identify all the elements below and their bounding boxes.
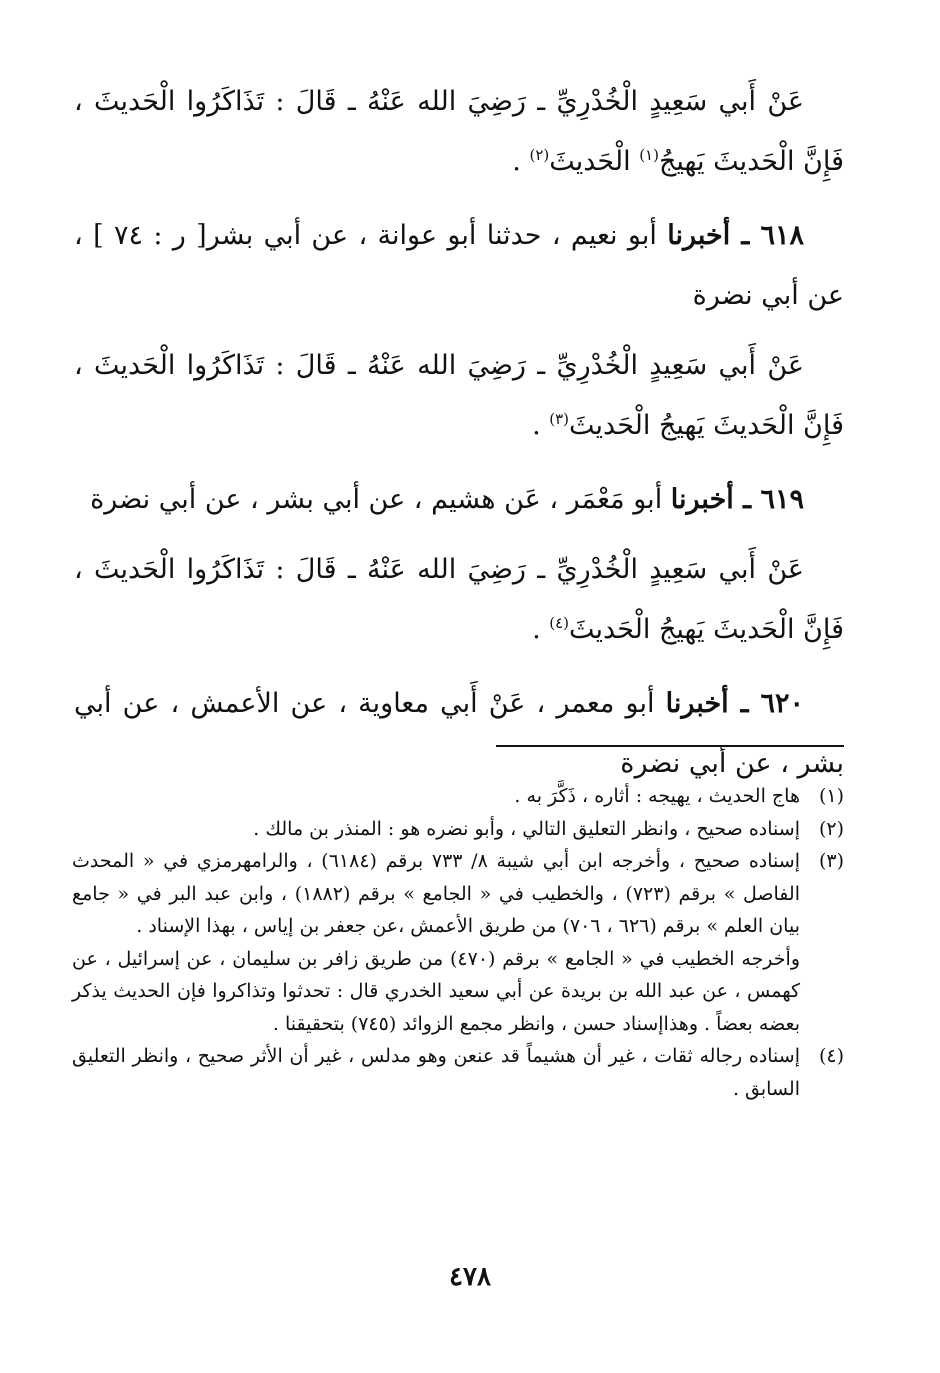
footnote-1 [72,780,844,813]
page-number: ٤٧٨ [449,1262,491,1292]
footnotes [72,780,844,1105]
footnote-number: (٣) [818,850,844,872]
footnote-text: إسناده صحيح ، وأخرجه ابن أبي شيبة ٨/ ٧٣٣ برقم (٦١٨٤) ، والرامهرمزي في « المحدث الفاصل » برقم (٧٢٣) ، والخطيب في « الجامع » برقم (١٨٨٢) ، وابن عبد البر في « جامع بيان العلم » برقم (٦٢٦ ، ٧٠٦) من طريق الأعمش ،عن جعفر بن إياس ، بهذا الإسناد . [72,850,800,937]
footnote-ref-1: (١) [639,146,659,164]
footnote-text: هاج الحديث ، يهيجه : أثاره ، ذَكَّرَ به . [514,785,800,807]
footnote-3-continuation: وأخرجه الخطيب في « الجامع » برقم (٤٧٠) من طريق زافر بن سليمان ، عن إسرائيل ، عن كهمس ، عن عبد الله بن بريدة عن أبي سعيد الخدري قال : تحدثوا وتذاكروا فإن الحديث يذكر بعضه بعضاً . وهذاإسناد حسن ، وانظر مجمع الزوائد (٧٤٥) بتحقيقنا . [72,947,800,1035]
hadith-number-619: ٦١٩ ـ [743,484,804,515]
chain-620: ٦٢٠ ـ أخبرنا أبو معمر ، عَنْ أَبي معاوية ، عن الأعمش ، عن أبي بشر ، عن أبي نضرة [74,688,844,779]
hadith-text-2: عَنْ أَبي سَعِيدٍ الْخُدْرِيِّ ـ رَضِيَ الله عَنْهُ ـ قَالَ : تَذَاكَرُوا الْحَديثَ ، فَإِنَّ الْحَديثَ يَهيجُ الْحَديثَ$^{(٣)}$ . [74,350,844,441]
footnote-ref-2: (٢) [529,146,550,164]
footnote-divider [496,745,844,747]
footnote-number: (٢) [818,817,844,840]
footnote-ref-4: (٤) [549,614,570,632]
footnote-number: (٤) [818,1045,844,1067]
footnote-ref-3: (٣) [549,410,570,428]
hadith-text-3: عَنْ أَبي سَعِيدٍ الْخُدْرِيِّ ـ رَضِيَ الله عَنْهُ ـ قَالَ : تَذَاكَرُوا الْحَديثَ ، فَإِنَّ الْحَديثَ يَهيجُ الْحَديثَ$^{(٤)}$ . [74,554,844,645]
hadith-number-618: ٦١٨ ـ [741,220,805,251]
footnote-4 [72,1040,844,1105]
footnote-3 [72,845,844,943]
main-text [74,72,844,804]
hadith-number-620: ٦٢٠ ـ [740,688,804,719]
hadith-text-1: عَنْ أَبي سَعِيدٍ الْخُدْرِيِّ ـ رَضِيَ الله عَنْهُ ـ قَالَ : تَذَاكَرُوا الْحَديثَ ، فَإِنَّ الْحَديثَ يَهيجُ$^{(١)}$ الْحَديثَ$^{(٢)}$ . [74,86,844,177]
footnote-text: إسناده صحيح ، وانظر التعليق التالي ، وأبو نضره هو : المنذر بن مالك . [253,817,800,840]
footnote-2 [72,813,844,846]
footnote-number: (١) [818,785,844,807]
footnote-text: إسناده رجاله ثقات ، غير أن هشيماً قد عنعن وهو مدلس ، غير أن الأثر صحيح ، وانظر التعليق السابق . [72,1045,800,1100]
chain-618: ٦١٨ ـ أخبرنا أبو نعيم ، حدثنا أبو عوانة ، عن أبي بشر[ ر : ٧٤ ] ، عن أبي نضرة [74,220,844,311]
chain-619: ٦١٩ ـ أخبرنا أبو مَعْمَر ، عَن هشيم ، عن أبي بشر ، عن أبي نضرة [90,484,804,515]
